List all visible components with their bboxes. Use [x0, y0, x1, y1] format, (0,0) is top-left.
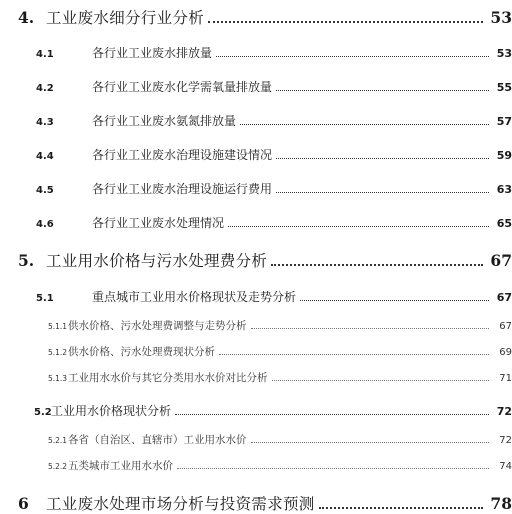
toc-page-number: 57 — [496, 115, 512, 128]
toc-leader-dots — [276, 157, 489, 159]
toc-entry-5-2-2[interactable] — [0, 458, 512, 473]
toc-title: 供水价格、污水处理费现状分析 — [68, 346, 215, 358]
toc-title: 各行业工业废水排放量 — [92, 46, 213, 60]
toc-number: 4.6 — [36, 219, 54, 230]
toc-number: 5.1.1 — [48, 322, 68, 331]
toc-page-number: 67 — [496, 291, 512, 304]
toc-number: 4.3 — [36, 117, 54, 128]
toc-number: 5.2.2 — [48, 462, 68, 471]
toc-leader-dots — [276, 89, 489, 91]
toc-title: 各行业工业废水处理情况 — [92, 216, 225, 230]
toc-number: 4.1 — [36, 49, 54, 60]
toc-page-number: 67 — [490, 251, 512, 270]
toc-number: 5.1.3 — [48, 374, 68, 383]
toc-page-number: 59 — [496, 149, 512, 162]
toc-page-number: 74 — [499, 461, 512, 472]
toc-title: 供水价格、污水处理费调整与走势分析 — [68, 320, 247, 332]
toc-leader-dots — [300, 299, 489, 301]
toc-number: 4.2 — [36, 83, 54, 94]
toc-entry-5-1[interactable] — [0, 288, 512, 305]
toc-leader-dots — [228, 225, 489, 227]
toc-number: 5.1.2 — [48, 348, 68, 357]
toc-title: 工业废水细分行业分析 — [46, 9, 205, 27]
toc-entry-chapter-4[interactable] — [0, 6, 512, 28]
toc-number: 4. — [18, 8, 35, 27]
toc-leader-dots — [240, 123, 489, 125]
toc-title: 重点城市工业用水价格现状及走势分析 — [92, 290, 297, 304]
toc-title: 五类城市工业用水水价 — [68, 460, 173, 472]
toc-entry-4-5[interactable] — [0, 180, 512, 197]
toc-number: 5.2 — [34, 407, 52, 418]
toc-title: 工业用水价格与污水处理费分析 — [46, 252, 268, 270]
toc-page-number: 71 — [499, 373, 512, 384]
toc-title: 各行业工业废水治理设施运行费用 — [92, 182, 273, 196]
toc-number: 4.4 — [36, 151, 54, 162]
toc-number: 5.1 — [36, 293, 54, 304]
toc-title: 工业废水处理市场分析与投资需求预测 — [46, 495, 315, 513]
toc-entry-4-4[interactable] — [0, 146, 512, 163]
toc-leader-dots — [175, 413, 489, 415]
toc-entry-5-1-2[interactable] — [0, 344, 512, 359]
toc-entry-4-2[interactable] — [0, 78, 512, 95]
toc-page-number: 65 — [496, 217, 512, 230]
toc-page-number: 72 — [499, 435, 512, 446]
toc-page-number: 69 — [499, 347, 512, 358]
toc-title: 各行业工业废水化学需氧量排放量 — [92, 80, 273, 94]
toc-leader-dots — [319, 506, 483, 509]
toc-entry-chapter-5[interactable] — [0, 249, 512, 271]
toc-leader-dots — [276, 191, 489, 193]
toc-leader-dots — [177, 467, 489, 469]
toc-leader-dots — [219, 353, 489, 355]
toc-entry-5-1-3[interactable] — [0, 370, 512, 385]
toc-title: 工业用水价格现状分析 — [51, 404, 172, 418]
toc-page-number: 63 — [496, 183, 512, 196]
toc-entry-5-2[interactable] — [0, 402, 512, 419]
toc-number: 6 — [18, 494, 29, 513]
toc-page-number: 72 — [496, 405, 512, 418]
toc-entry-5-2-1[interactable] — [0, 432, 512, 447]
toc-number: 5. — [18, 251, 35, 270]
toc-number: 5.2.1 — [48, 436, 68, 445]
toc-page-number: 55 — [496, 81, 512, 94]
toc-entry-4-1[interactable] — [0, 44, 512, 61]
toc-leader-dots — [216, 55, 489, 57]
toc-page-number: 53 — [496, 47, 512, 60]
toc-leader-dots — [251, 327, 490, 329]
toc-page-number: 78 — [490, 494, 512, 513]
toc-leader-dots — [271, 263, 483, 266]
toc-leader-dots — [251, 441, 490, 443]
toc-page-number: 67 — [499, 321, 512, 332]
toc-entry-chapter-6[interactable] — [0, 492, 512, 514]
toc-entry-5-1-1[interactable] — [0, 318, 512, 333]
toc-leader-dots — [208, 20, 483, 23]
toc-page-number: 53 — [490, 8, 512, 27]
toc-title: 各行业工业废水治理设施建设情况 — [92, 148, 273, 162]
toc-title: 各省（自治区、直辖市）工业用水水价 — [68, 434, 247, 446]
toc-number: 4.5 — [36, 185, 54, 196]
toc-entry-4-3[interactable] — [0, 112, 512, 129]
toc-leader-dots — [272, 379, 490, 381]
toc-title: 工业用水水价与其它分类用水水价对比分析 — [68, 372, 268, 384]
toc-entry-4-6[interactable] — [0, 214, 512, 231]
toc-title: 各行业工业废水氨氮排放量 — [92, 114, 237, 128]
